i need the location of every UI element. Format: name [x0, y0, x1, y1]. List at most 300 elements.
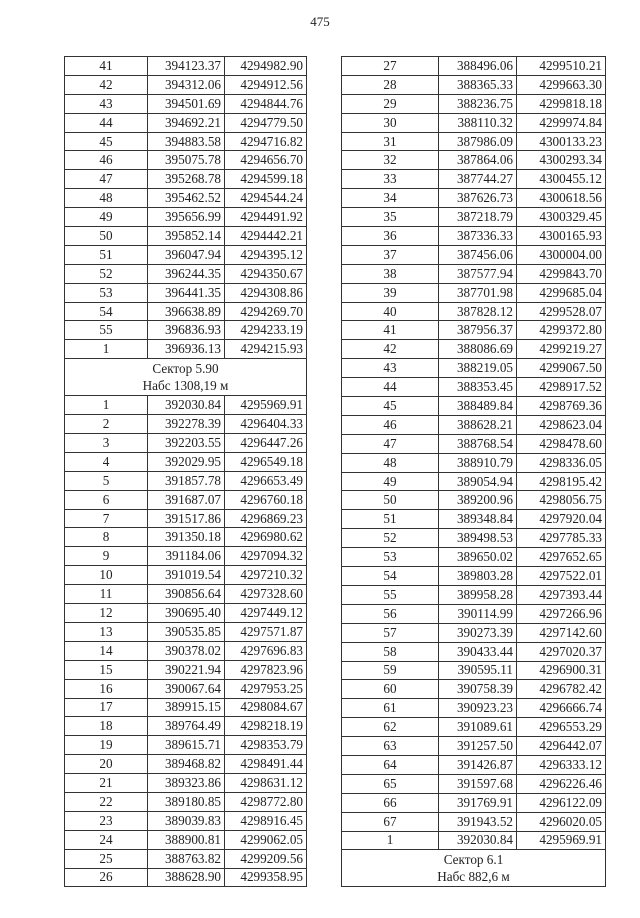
table-row: [65, 75, 307, 94]
point-number: 50: [342, 491, 439, 510]
table-row: [342, 208, 606, 227]
x-coordinate: 390433.44: [439, 642, 517, 661]
y-coordinate: 4300455.12: [517, 170, 606, 189]
x-coordinate: 389468.82: [148, 755, 225, 774]
y-coordinate: 4299067.50: [517, 359, 606, 378]
y-coordinate: 4294982.90: [225, 57, 307, 76]
y-coordinate: 4298336.05: [517, 453, 606, 472]
y-coordinate: 4298084.67: [225, 698, 307, 717]
table-row: [342, 491, 606, 510]
point-number: 42: [342, 340, 439, 359]
x-coordinate: 388763.82: [148, 849, 225, 868]
y-coordinate: 4294491.92: [225, 208, 307, 227]
point-number: 39: [342, 283, 439, 302]
point-number: 1: [65, 340, 148, 359]
x-coordinate: 392278.39: [148, 415, 225, 434]
x-coordinate: 388219.05: [439, 359, 517, 378]
x-coordinate: 391257.50: [439, 737, 517, 756]
point-number: 24: [65, 830, 148, 849]
point-number: 53: [342, 548, 439, 567]
point-number: 48: [342, 453, 439, 472]
table-row: [65, 208, 307, 227]
point-number: 30: [342, 113, 439, 132]
x-coordinate: 396244.35: [148, 264, 225, 283]
y-coordinate: 4294544.24: [225, 189, 307, 208]
table-row: [65, 396, 307, 415]
x-coordinate: 395075.78: [148, 151, 225, 170]
table-row: [342, 623, 606, 642]
y-coordinate: 4300329.45: [517, 208, 606, 227]
x-coordinate: 394123.37: [148, 57, 225, 76]
left-table-top-rows: [65, 57, 307, 359]
point-number: 8: [65, 528, 148, 547]
y-coordinate: 4297094.32: [225, 547, 307, 566]
table-row: [342, 227, 606, 246]
y-coordinate: 4300004.00: [517, 245, 606, 264]
table-row: [342, 472, 606, 491]
table-row: [342, 264, 606, 283]
sector-title: Сектор 6.1: [443, 852, 504, 868]
x-coordinate: 388628.90: [148, 868, 225, 887]
y-coordinate: 4294308.86: [225, 283, 307, 302]
y-coordinate: 4300293.34: [517, 151, 606, 170]
table-row: [65, 585, 307, 604]
y-coordinate: 4297571.87: [225, 622, 307, 641]
point-number: 45: [342, 397, 439, 416]
x-coordinate: 391597.68: [439, 774, 517, 793]
y-coordinate: 4294599.18: [225, 170, 307, 189]
point-number: 65: [342, 774, 439, 793]
x-coordinate: 389348.84: [439, 510, 517, 529]
y-coordinate: 4294716.82: [225, 132, 307, 151]
x-coordinate: 396936.13: [148, 340, 225, 359]
table-row: [65, 170, 307, 189]
y-coordinate: 4299818.18: [517, 94, 606, 113]
point-number: 16: [65, 679, 148, 698]
x-coordinate: 395656.99: [148, 208, 225, 227]
point-number: 51: [65, 245, 148, 264]
y-coordinate: 4297266.96: [517, 604, 606, 623]
point-number: 50: [65, 227, 148, 246]
y-coordinate: 4294912.56: [225, 75, 307, 94]
y-coordinate: 4299843.70: [517, 264, 606, 283]
point-number: 53: [65, 283, 148, 302]
x-coordinate: 390067.64: [148, 679, 225, 698]
point-number: 40: [342, 302, 439, 321]
x-coordinate: 389803.28: [439, 567, 517, 586]
table-row: [65, 774, 307, 793]
point-number: 43: [342, 359, 439, 378]
y-coordinate: 4296447.26: [225, 434, 307, 453]
x-coordinate: 389615.71: [148, 736, 225, 755]
y-coordinate: 4299685.04: [517, 283, 606, 302]
point-number: 20: [65, 755, 148, 774]
point-number: 2: [65, 415, 148, 434]
x-coordinate: 389039.83: [148, 811, 225, 830]
y-coordinate: 4297393.44: [517, 585, 606, 604]
point-number: 25: [65, 849, 148, 868]
table-row: [342, 548, 606, 567]
point-number: 21: [65, 774, 148, 793]
table-row: [342, 189, 606, 208]
table-row: [342, 831, 606, 850]
x-coordinate: 391687.07: [148, 490, 225, 509]
y-coordinate: 4298772.80: [225, 792, 307, 811]
left-sector-header: [65, 359, 307, 396]
point-number: 37: [342, 245, 439, 264]
right-table-rows: [342, 57, 606, 850]
table-row: [342, 642, 606, 661]
x-coordinate: 389764.49: [148, 717, 225, 736]
x-coordinate: 387626.73: [439, 189, 517, 208]
table-row: [65, 566, 307, 585]
point-number: 49: [342, 472, 439, 491]
y-coordinate: 4299663.30: [517, 75, 606, 94]
point-number: 38: [342, 264, 439, 283]
x-coordinate: 392029.95: [148, 452, 225, 471]
y-coordinate: 4296980.62: [225, 528, 307, 547]
point-number: 57: [342, 623, 439, 642]
y-coordinate: 4297210.32: [225, 566, 307, 585]
y-coordinate: 4296442.07: [517, 737, 606, 756]
point-number: 46: [342, 415, 439, 434]
y-coordinate: 4298631.12: [225, 774, 307, 793]
table-row: [65, 792, 307, 811]
x-coordinate: 394312.06: [148, 75, 225, 94]
x-coordinate: 387744.27: [439, 170, 517, 189]
y-coordinate: 4296404.33: [225, 415, 307, 434]
sector-header-5-90: [65, 359, 307, 396]
table-row: [65, 132, 307, 151]
y-coordinate: 4296333.12: [517, 755, 606, 774]
point-number: 26: [65, 868, 148, 887]
table-row: [65, 547, 307, 566]
point-number: 1: [65, 396, 148, 415]
sector-title: Сектор 5.90: [152, 361, 219, 377]
x-coordinate: 390923.23: [439, 699, 517, 718]
point-number: 54: [342, 567, 439, 586]
x-coordinate: 388489.84: [439, 397, 517, 416]
table-row: [342, 170, 606, 189]
point-number: 19: [65, 736, 148, 755]
y-coordinate: 4300165.93: [517, 227, 606, 246]
table-row: [65, 57, 307, 76]
x-coordinate: 396047.94: [148, 245, 225, 264]
point-number: 63: [342, 737, 439, 756]
y-coordinate: 4299510.21: [517, 57, 606, 76]
point-number: 55: [342, 585, 439, 604]
y-coordinate: 4298195.42: [517, 472, 606, 491]
x-coordinate: 389180.85: [148, 792, 225, 811]
table-row: [65, 302, 307, 321]
table-row: [65, 698, 307, 717]
table-row: [65, 849, 307, 868]
x-coordinate: 392203.55: [148, 434, 225, 453]
x-coordinate: 389650.02: [439, 548, 517, 567]
point-number: 34: [342, 189, 439, 208]
y-coordinate: 4296869.23: [225, 509, 307, 528]
table-row: [342, 94, 606, 113]
y-coordinate: 4297328.60: [225, 585, 307, 604]
table-row: [65, 868, 307, 887]
point-number: 12: [65, 604, 148, 623]
point-number: 9: [65, 547, 148, 566]
x-coordinate: 391019.54: [148, 566, 225, 585]
point-number: 35: [342, 208, 439, 227]
table-row: [342, 774, 606, 793]
y-coordinate: 4294656.70: [225, 151, 307, 170]
point-number: 52: [342, 529, 439, 548]
y-coordinate: 4297020.37: [517, 642, 606, 661]
x-coordinate: 391350.18: [148, 528, 225, 547]
point-number: 64: [342, 755, 439, 774]
point-number: 41: [342, 321, 439, 340]
point-number: 15: [65, 660, 148, 679]
x-coordinate: 388628.21: [439, 415, 517, 434]
point-number: 43: [65, 94, 148, 113]
x-coordinate: 390758.39: [439, 680, 517, 699]
point-number: 23: [65, 811, 148, 830]
point-number: 54: [65, 302, 148, 321]
y-coordinate: 4297522.01: [517, 567, 606, 586]
x-coordinate: 387456.06: [439, 245, 517, 264]
table-row: [342, 793, 606, 812]
table-row: [65, 622, 307, 641]
x-coordinate: 389054.94: [439, 472, 517, 491]
x-coordinate: 392030.84: [148, 396, 225, 415]
table-row: [342, 378, 606, 397]
x-coordinate: 388768.54: [439, 434, 517, 453]
y-coordinate: 4298218.19: [225, 717, 307, 736]
point-number: 66: [342, 793, 439, 812]
point-number: 62: [342, 718, 439, 737]
y-coordinate: 4299358.95: [225, 868, 307, 887]
table-row: [65, 415, 307, 434]
y-coordinate: 4298916.45: [225, 811, 307, 830]
x-coordinate: 388353.45: [439, 378, 517, 397]
y-coordinate: 4294779.50: [225, 113, 307, 132]
x-coordinate: 394883.58: [148, 132, 225, 151]
x-coordinate: 387336.33: [439, 227, 517, 246]
table-row: [342, 567, 606, 586]
table-row: [342, 302, 606, 321]
x-coordinate: 389200.96: [439, 491, 517, 510]
y-coordinate: 4294844.76: [225, 94, 307, 113]
x-coordinate: 391184.06: [148, 547, 225, 566]
point-number: 52: [65, 264, 148, 283]
y-coordinate: 4298491.44: [225, 755, 307, 774]
point-number: 31: [342, 132, 439, 151]
table-row: [342, 434, 606, 453]
table-row: [342, 453, 606, 472]
x-coordinate: 396836.93: [148, 321, 225, 340]
table-row: [342, 359, 606, 378]
table-row: [65, 283, 307, 302]
right-sector-header: [342, 850, 606, 887]
x-coordinate: 387701.98: [439, 283, 517, 302]
point-number: 29: [342, 94, 439, 113]
point-number: 33: [342, 170, 439, 189]
x-coordinate: 395852.14: [148, 227, 225, 246]
y-coordinate: 4296122.09: [517, 793, 606, 812]
y-coordinate: 4296226.46: [517, 774, 606, 793]
table-row: [342, 755, 606, 774]
point-number: 48: [65, 189, 148, 208]
y-coordinate: 4295969.91: [517, 831, 606, 850]
y-coordinate: 4297920.04: [517, 510, 606, 529]
table-row: [65, 264, 307, 283]
table-row: [65, 830, 307, 849]
point-number: 22: [65, 792, 148, 811]
y-coordinate: 4297953.25: [225, 679, 307, 698]
point-number: 49: [65, 208, 148, 227]
y-coordinate: 4294350.67: [225, 264, 307, 283]
x-coordinate: 387577.94: [439, 264, 517, 283]
y-coordinate: 4294395.12: [225, 245, 307, 264]
y-coordinate: 4299528.07: [517, 302, 606, 321]
y-coordinate: 4296666.74: [517, 699, 606, 718]
table-row: [65, 434, 307, 453]
sector-length: Набс 1308,19 м: [142, 378, 229, 394]
x-coordinate: 390273.39: [439, 623, 517, 642]
table-row: [65, 227, 307, 246]
y-coordinate: 4296900.31: [517, 661, 606, 680]
point-number: 44: [342, 378, 439, 397]
table-row: [65, 679, 307, 698]
point-number: 46: [65, 151, 148, 170]
point-number: 5: [65, 471, 148, 490]
y-coordinate: 4299209.56: [225, 849, 307, 868]
point-number: 13: [65, 622, 148, 641]
x-coordinate: 387956.37: [439, 321, 517, 340]
table-row: [342, 510, 606, 529]
x-coordinate: 389958.28: [439, 585, 517, 604]
table-row: [342, 718, 606, 737]
x-coordinate: 388365.33: [439, 75, 517, 94]
x-coordinate: 395268.78: [148, 170, 225, 189]
x-coordinate: 389323.86: [148, 774, 225, 793]
point-number: 28: [342, 75, 439, 94]
point-number: 45: [65, 132, 148, 151]
point-number: 55: [65, 321, 148, 340]
point-number: 32: [342, 151, 439, 170]
table-row: [65, 471, 307, 490]
left-coordinates-table: [64, 56, 307, 887]
y-coordinate: 4297696.83: [225, 641, 307, 660]
table-row: [65, 490, 307, 509]
table-row: [342, 680, 606, 699]
table-row: [342, 75, 606, 94]
x-coordinate: 388086.69: [439, 340, 517, 359]
table-row: [65, 189, 307, 208]
right-coordinates-table: [341, 56, 606, 887]
point-number: 44: [65, 113, 148, 132]
point-number: 61: [342, 699, 439, 718]
y-coordinate: 4298917.52: [517, 378, 606, 397]
point-number: 41: [65, 57, 148, 76]
y-coordinate: 4297785.33: [517, 529, 606, 548]
y-coordinate: 4298623.04: [517, 415, 606, 434]
x-coordinate: 388236.75: [439, 94, 517, 113]
point-number: 60: [342, 680, 439, 699]
y-coordinate: 4295969.91: [225, 396, 307, 415]
x-coordinate: 387864.06: [439, 151, 517, 170]
point-number: 4: [65, 452, 148, 471]
table-row: [65, 755, 307, 774]
page-number: 475: [310, 14, 330, 29]
table-row: [342, 57, 606, 76]
y-coordinate: 4296782.42: [517, 680, 606, 699]
x-coordinate: 388110.32: [439, 113, 517, 132]
table-row: [342, 529, 606, 548]
sector-header-6-1: [342, 850, 606, 887]
x-coordinate: 387986.09: [439, 132, 517, 151]
x-coordinate: 389498.53: [439, 529, 517, 548]
y-coordinate: 4296549.18: [225, 452, 307, 471]
table-row: [65, 717, 307, 736]
y-coordinate: 4299974.84: [517, 113, 606, 132]
y-coordinate: 4297142.60: [517, 623, 606, 642]
table-row: [342, 585, 606, 604]
point-number: 47: [342, 434, 439, 453]
y-coordinate: 4298353.79: [225, 736, 307, 755]
table-row: [65, 452, 307, 471]
sector-length: Набс 882,6 м: [437, 869, 510, 885]
point-number: 10: [65, 566, 148, 585]
x-coordinate: 391769.91: [439, 793, 517, 812]
table-row: [342, 321, 606, 340]
x-coordinate: 394692.21: [148, 113, 225, 132]
table-row: [65, 660, 307, 679]
point-number: 7: [65, 509, 148, 528]
x-coordinate: 390535.85: [148, 622, 225, 641]
table-row: [65, 736, 307, 755]
y-coordinate: 4300133.23: [517, 132, 606, 151]
x-coordinate: 394501.69: [148, 94, 225, 113]
table-row: [342, 415, 606, 434]
y-coordinate: 4294269.70: [225, 302, 307, 321]
point-number: 27: [342, 57, 439, 76]
point-number: 58: [342, 642, 439, 661]
y-coordinate: 4296653.49: [225, 471, 307, 490]
x-coordinate: 390378.02: [148, 641, 225, 660]
point-number: 1: [342, 831, 439, 850]
x-coordinate: 391517.86: [148, 509, 225, 528]
table-row: [342, 812, 606, 831]
point-number: 47: [65, 170, 148, 189]
x-coordinate: 390221.94: [148, 660, 225, 679]
table-row: [65, 528, 307, 547]
table-row: [342, 113, 606, 132]
x-coordinate: 390695.40: [148, 604, 225, 623]
y-coordinate: 4294215.93: [225, 340, 307, 359]
y-coordinate: 4299062.05: [225, 830, 307, 849]
y-coordinate: 4297449.12: [225, 604, 307, 623]
table-row: [342, 604, 606, 623]
point-number: 67: [342, 812, 439, 831]
table-row: [342, 283, 606, 302]
y-coordinate: 4300618.56: [517, 189, 606, 208]
x-coordinate: 390114.99: [439, 604, 517, 623]
table-row: [65, 641, 307, 660]
x-coordinate: 391943.52: [439, 812, 517, 831]
y-coordinate: 4296553.29: [517, 718, 606, 737]
x-coordinate: 387828.12: [439, 302, 517, 321]
table-row: [342, 737, 606, 756]
x-coordinate: 389915.15: [148, 698, 225, 717]
table-row: [65, 151, 307, 170]
y-coordinate: 4299372.80: [517, 321, 606, 340]
